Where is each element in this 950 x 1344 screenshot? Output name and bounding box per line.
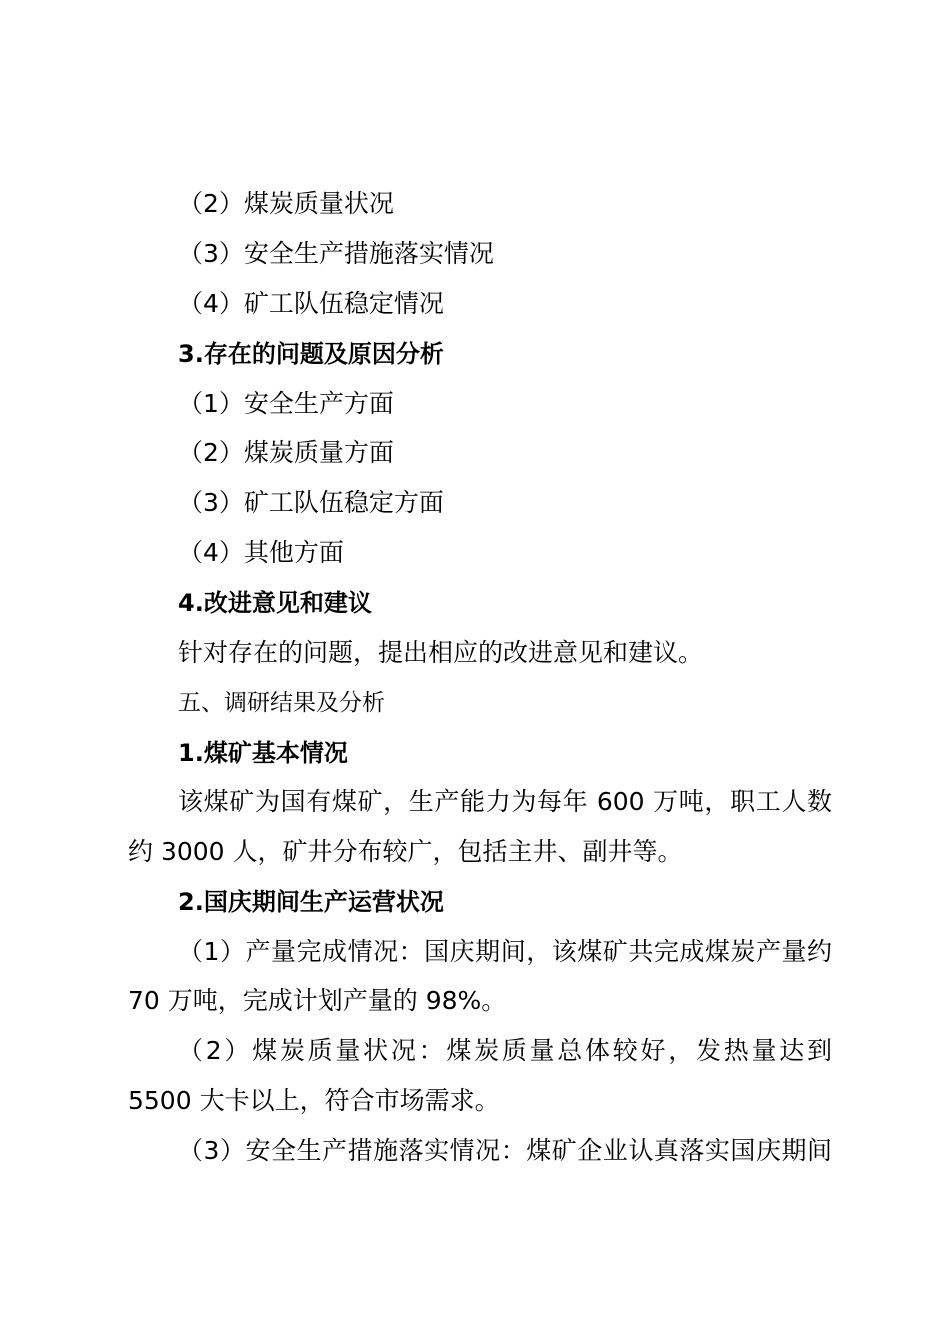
- outline-item-workforce-aspect: （3）矿工队伍稳定方面: [178, 488, 444, 517]
- section-heading-problems: 3.存在的问题及原因分析: [178, 340, 444, 368]
- outline-item-other-aspect: （4）其他方面: [178, 538, 344, 567]
- outline-item-safety-aspect: （1）安全生产方面: [178, 389, 394, 418]
- paragraph-quality-line-1: （2）煤炭质量状况：煤炭质量总体较好，发热量达到: [178, 1036, 832, 1065]
- outline-item-safety-measures: （3）安全生产措施落实情况: [178, 239, 494, 268]
- paragraph-quality-line-2: 5500 大卡以上，符合市场需求。: [128, 1086, 500, 1115]
- outline-item-workforce-stability: （4）矿工队伍稳定情况: [178, 289, 444, 318]
- paragraph-suggestions: 针对存在的问题，提出相应的改进意见和建议。: [178, 638, 704, 667]
- chapter-heading-results: 五、调研结果及分析: [178, 690, 385, 716]
- paragraph-safety-line-1: （3）安全生产措施落实情况：煤矿企业认真落实国庆期间: [178, 1136, 832, 1165]
- outline-item-coal-quality-status: （2）煤炭质量状况: [178, 189, 394, 218]
- paragraph-basic-info-line-2: 约 3000 人，矿井分布较广，包括主井、副井等。: [128, 837, 683, 866]
- section-heading-suggestions: 4.改进意见和建议: [178, 589, 372, 617]
- outline-item-quality-aspect: （2）煤炭质量方面: [178, 438, 394, 467]
- paragraph-basic-info-line-1: 该煤矿为国有煤矿，生产能力为每年 600 万吨，职工人数: [178, 787, 832, 816]
- section-heading-basic-info: 1.煤矿基本情况: [178, 739, 348, 767]
- section-heading-operations: 2.国庆期间生产运营状况: [178, 888, 444, 916]
- paragraph-output-line-2: 70 万吨，完成计划产量的 98%。: [128, 986, 507, 1015]
- paragraph-output-line-1: （1）产量完成情况：国庆期间，该煤矿共完成煤炭产量约: [178, 937, 832, 966]
